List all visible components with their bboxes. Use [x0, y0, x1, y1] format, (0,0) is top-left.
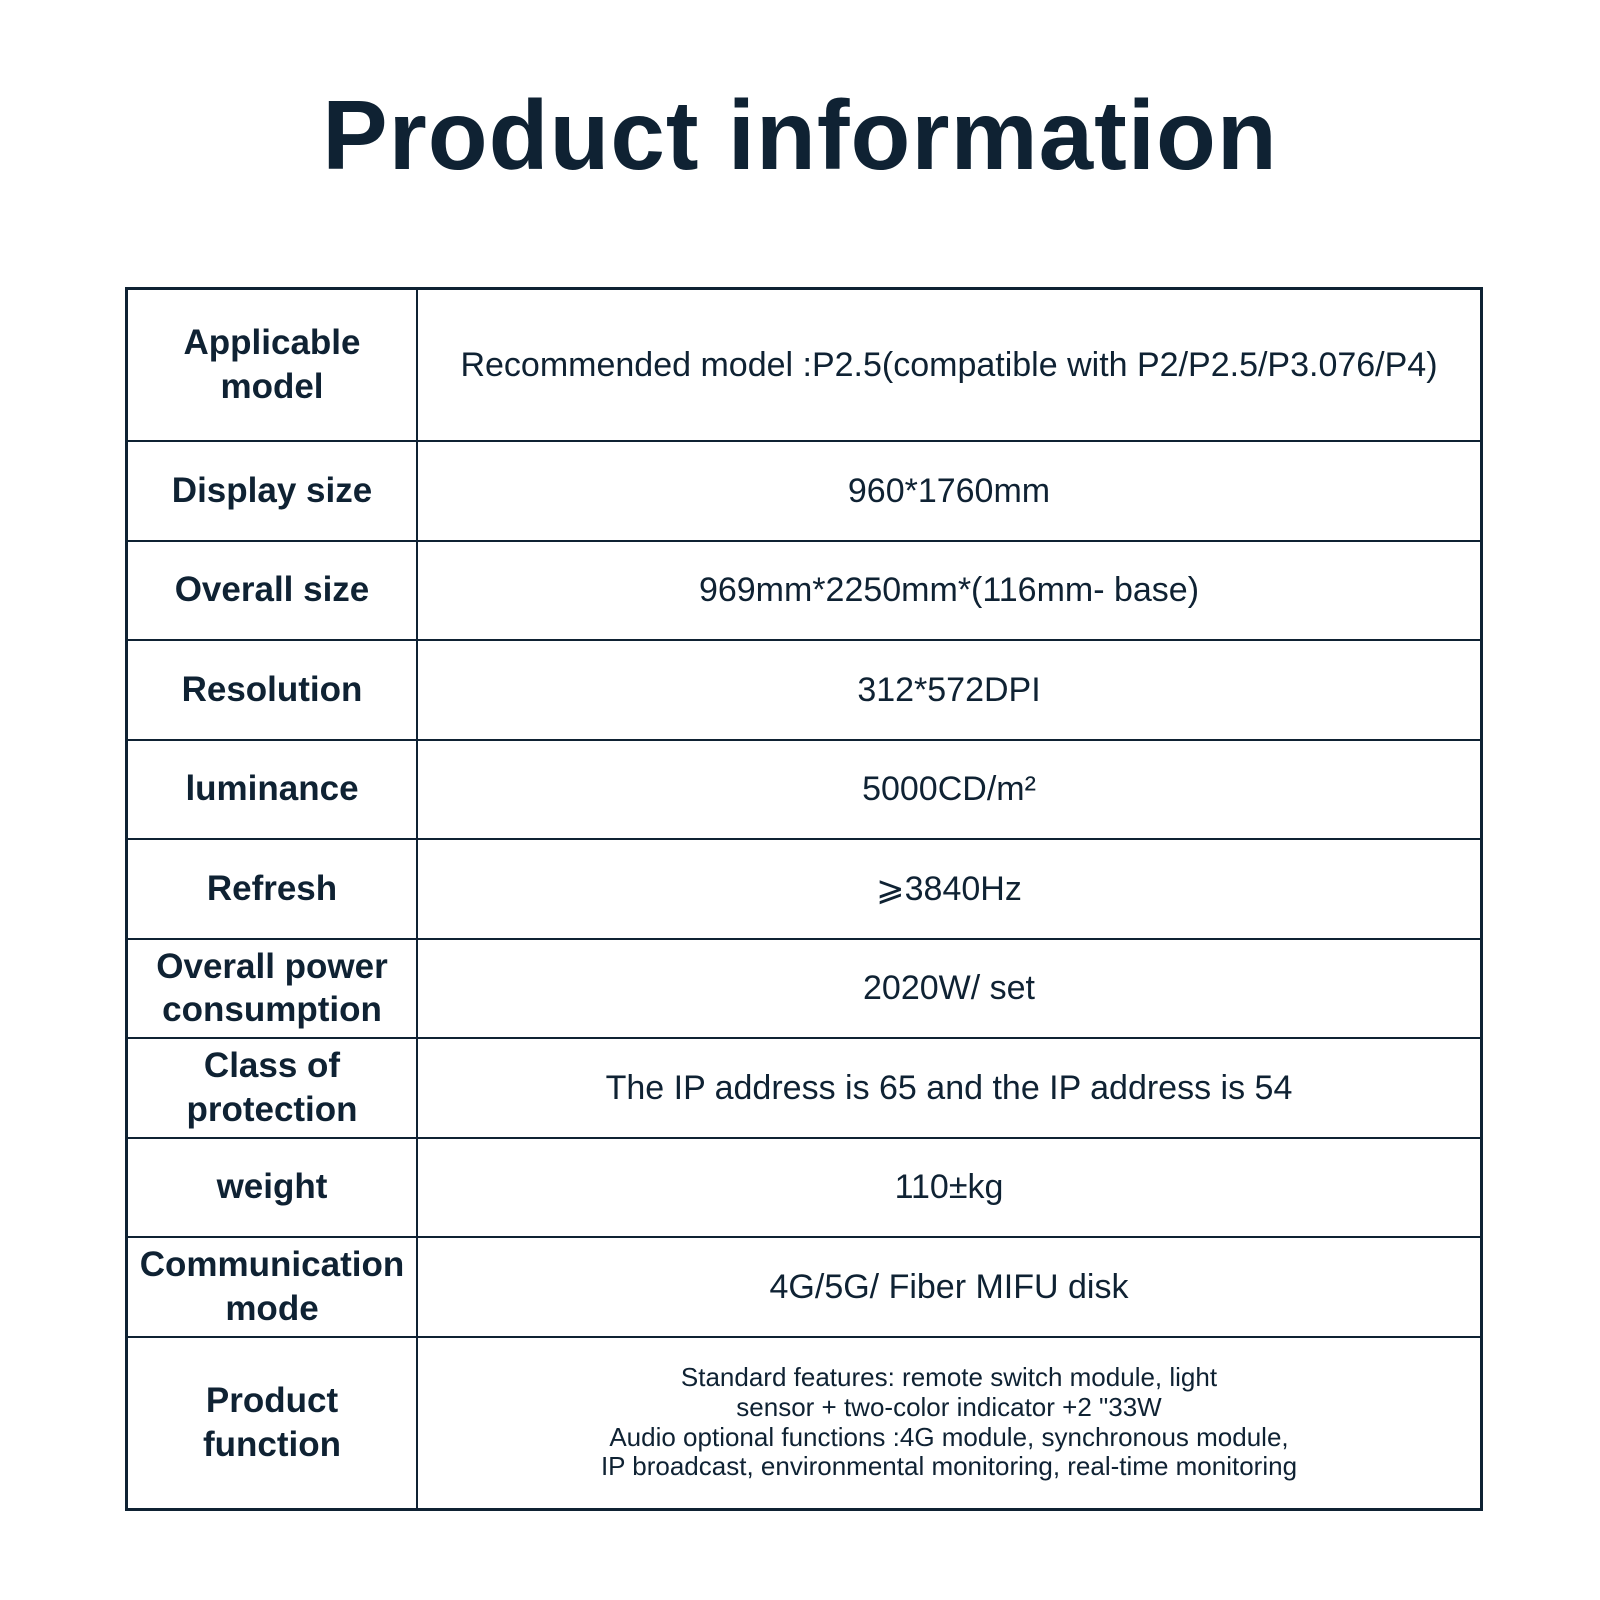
table-row — [128, 440, 1480, 540]
table-row — [128, 1336, 1480, 1508]
table-row — [128, 739, 1480, 839]
spec-table — [125, 287, 1483, 1511]
spec-label-product-function: Product function — [128, 1338, 418, 1508]
table-row — [128, 1236, 1480, 1336]
spec-value-luminance: 5000CD/m² — [862, 770, 1036, 808]
table-row — [128, 838, 1480, 938]
spec-value-resolution: 312*572DPI — [857, 670, 1041, 709]
spec-label-refresh: Refresh — [128, 840, 418, 938]
spec-label-resolution: Resolution — [128, 641, 418, 739]
spec-value-weight: 110±kg — [894, 1168, 1004, 1206]
spec-value-display-size: 960*1760mm — [847, 471, 1051, 510]
table-row — [128, 1137, 1480, 1237]
table-row — [128, 938, 1480, 1038]
spec-value-overall-size: 969mm*2250mm*(116mm- base) — [698, 571, 1200, 609]
spec-label-protection-class: Class of protection — [128, 1039, 418, 1137]
spec-label-weight: weight — [128, 1139, 418, 1237]
spec-label-applicable-model: Applicable model — [128, 290, 418, 440]
spec-value-power-consumption: 2020W/ set — [863, 969, 1035, 1007]
table-row — [128, 540, 1480, 640]
spec-value-protection-class: The IP address is 65 and the IP address is 54 — [605, 1068, 1293, 1107]
spec-label-luminance: luminance — [128, 741, 418, 839]
spec-value-refresh: ⩾3840Hz — [876, 869, 1022, 908]
table-row — [128, 1037, 1480, 1137]
spec-label-communication-mode: Communication mode — [128, 1238, 418, 1336]
spec-value-applicable-model: Recommended model :P2.5(compatible with P2/P2.5/P3.076/P4) — [460, 345, 1438, 384]
spec-value-product-function: Standard features: remote switch module, light sensor + two-color indicator +2 "33W Audio optional functions :4G module, synchronous module, IP broadcast, environmental monitoring, real-time monitoring — [600, 1361, 1298, 1482]
spec-label-display-size: Display size — [128, 442, 418, 540]
spec-label-overall-size: Overall size — [128, 542, 418, 640]
spec-value-communication-mode: 4G/5G/ Fiber MIFU disk — [769, 1267, 1129, 1306]
table-row — [128, 639, 1480, 739]
spec-label-power-consumption: Overall power consumption — [128, 940, 418, 1038]
table-row — [128, 290, 1480, 440]
page-title: Product information — [322, 80, 1278, 190]
